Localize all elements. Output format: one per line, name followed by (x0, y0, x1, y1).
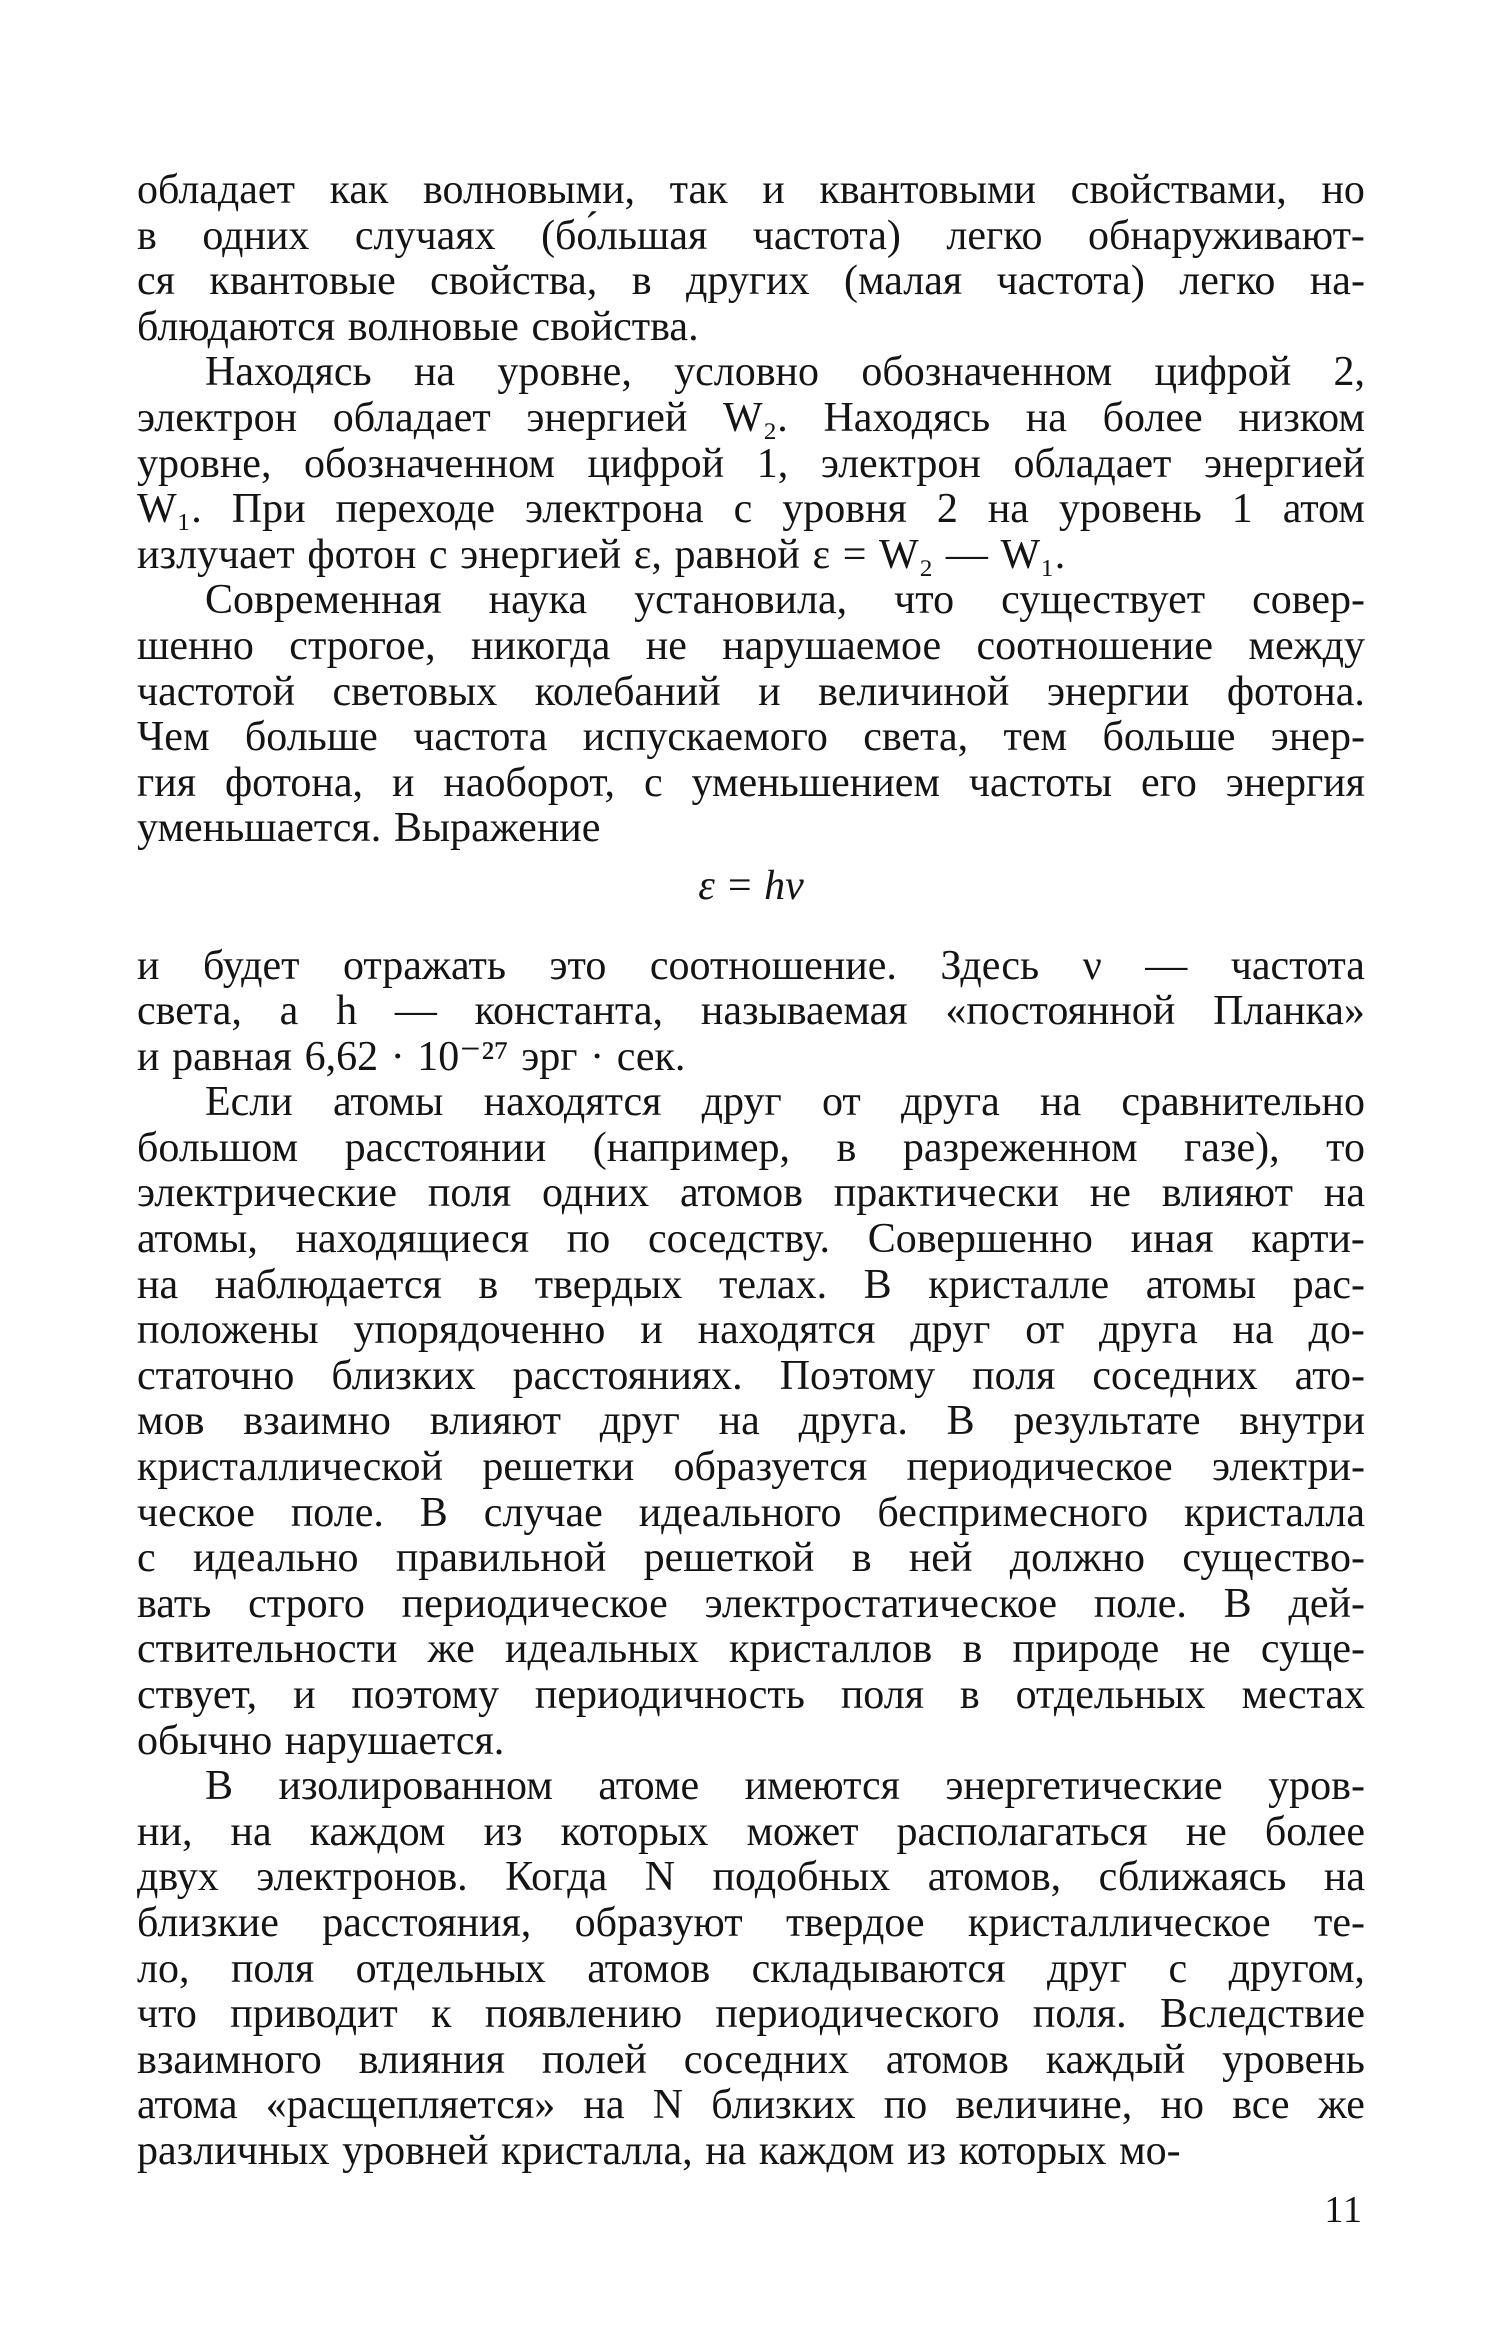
text-line: Современная наука установила, что существует совер- (205, 577, 1365, 624)
text-line: ло, поля отдельных атомов складываются друг с другом, (137, 1945, 1365, 1992)
text-line: излучает фотон с энергией ε, равной ε = W₂ — W₁. (137, 531, 1066, 578)
text-line: большом расстоянии (например, в разреженном газе), то (137, 1124, 1365, 1171)
text-line: с идеально правильной решеткой в ней должно существо- (137, 1535, 1365, 1582)
text-line: W₁. При переходе электрона с уровня 2 на уровень 1 атом (137, 486, 1365, 533)
text-line: обычно нарушается. (137, 1717, 505, 1764)
text-line: вать строго периодическое электростатическое поле. В дей- (137, 1580, 1365, 1627)
text-line: ствует, и поэтому периодичность поля в отдельных местах (137, 1672, 1365, 1718)
text-line: атома «расщепляется» на N близких по величине, но все же (137, 2082, 1365, 2129)
text-line: близкие расстояния, образуют твердое кристаллическое те- (137, 1899, 1365, 1946)
paragraph-1 (137, 168, 1365, 350)
text-line: кристаллической решетки образуется периодическое электри- (137, 1444, 1365, 1491)
text-line: блюдаются волновые свойства. (137, 303, 699, 350)
text-line: Находясь на уровне, условно обозначенном цифрой 2, (205, 349, 1365, 396)
paragraph-6 (137, 1764, 1365, 2174)
paragraph-4 (137, 944, 1365, 1081)
formula: ε = hν (698, 862, 804, 909)
text-line: Чем больше частота испускаемого света, тем больше энер- (137, 714, 1365, 761)
text-line: двух электронов. Когда N подобных атомов, сближаясь на (137, 1854, 1365, 1901)
text-line: Если атомы находятся друг от друга на сравнительно (205, 1079, 1365, 1126)
text-line: атомы, находящиеся по соседству. Совершенно иная карти- (137, 1216, 1365, 1263)
paragraph-3 (137, 578, 1365, 852)
text-line: шенно строгое, никогда не нарушаемое соотношение между (137, 622, 1365, 669)
text-line: обладает как волновыми, так и квантовыми свойствами, но (137, 167, 1365, 213)
text-line: и равная 6,62 · 10⁻²⁷ эрг · сек. (137, 1033, 686, 1080)
page-number: 11 (1324, 2189, 1363, 2231)
text-line: уменьшается. Выражение (137, 805, 601, 852)
text-line: мов взаимно влияют друг на друга. В результате внутри (137, 1398, 1365, 1445)
text-line: электрические поля одних атомов практически не влияют на (137, 1170, 1365, 1217)
paragraph-2 (137, 350, 1365, 578)
text-line: уровне, обозначенном цифрой 1, электрон обладает энергией (137, 440, 1365, 487)
paragraph-5 (137, 1080, 1365, 1764)
text-line: В изолированном атоме имеются энергетические уров- (205, 1763, 1365, 1810)
text-line: гия фотона, и наоборот, с уменьшением частоты его энергия (137, 759, 1365, 806)
text-line: в одних случаях (бо́льшая частота) легко обнаруживают- (137, 212, 1365, 259)
text-line: ческое поле. В случае идеального беспримесного кристалла (137, 1489, 1365, 1536)
text-line: положены упорядоченно и находятся друг от друга на до- (137, 1307, 1365, 1354)
text-line: ствительности же идеальных кристаллов в природе не суще- (137, 1626, 1365, 1673)
text-line: статочно близких расстояниях. Поэтому поля соседних ато- (137, 1352, 1365, 1399)
text-line: ся квантовые свойства, в других (малая частота) легко на- (137, 258, 1365, 305)
text-line: на наблюдается в твердых телах. В кристалле атомы рас- (137, 1261, 1365, 1308)
page-body (137, 168, 1365, 2175)
text-line: и будет отражать это соотношение. Здесь ν — частота (137, 942, 1365, 989)
text-line: ни, на каждом из которых может располагаться не более (137, 1808, 1365, 1855)
text-line: электрон обладает энергией W₂. Находясь на более низком (137, 394, 1365, 441)
text-line: взаимного влияния полей соседних атомов каждый уровень (137, 2036, 1365, 2083)
text-line: различных уровней кристалла, на каждом из которых мо- (137, 2127, 1181, 2174)
text-line: что приводит к появлению периодического поля. Вследствие (137, 1991, 1365, 2038)
text-line: света, а h — константа, называемая «постоянной Планка» (137, 988, 1365, 1035)
text-line: частотой световых колебаний и величиной энергии фотона. (137, 668, 1365, 715)
